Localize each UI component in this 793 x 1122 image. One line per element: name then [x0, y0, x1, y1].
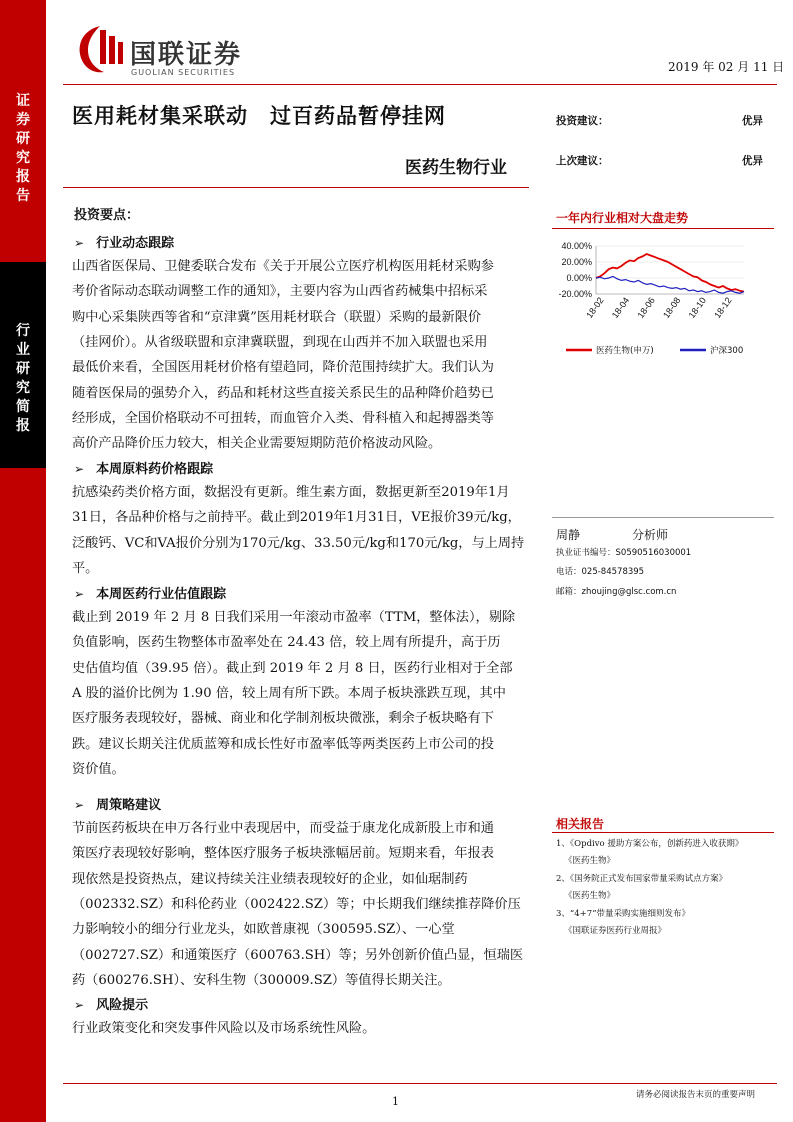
arrow-bullet-icon: ➢: [74, 587, 85, 601]
paragraph-line: 泛酸钙、VC和VA报价分别为170元/kg、33.50元/kg和170元/kg，与上周持: [72, 535, 525, 551]
report-title: 医用耗材集采联动 过百药品暂停挂网: [72, 103, 446, 128]
paragraph-line: 经形成，全国价格联动不可扭转，而血管介入类、骨科植入和起搏器类等: [72, 410, 494, 426]
chart-series-line-pharma: [596, 254, 744, 292]
disclaimer-note: 请务必阅读报告末页的重要声明: [636, 1090, 756, 1100]
related-report-source: 《医药生物》: [564, 856, 616, 866]
analyst-rule: [552, 517, 774, 518]
arrow-bullet-icon: ➢: [74, 462, 85, 476]
chart-legend-label: 医药生物(申万): [596, 346, 654, 356]
paragraph-line: 力影响较小的细分行业龙头，如欧普康视（300595.SZ）、一心堂: [72, 922, 455, 938]
title-rule: [63, 187, 529, 188]
section-heading-text: 本周原料药价格跟踪: [96, 462, 214, 477]
paragraph-line: 截止到 2019 年 2 月 8 日我们采用一年滚动市盈率（TTM，整体法），剔除: [72, 610, 516, 625]
chart-y-tick-label: 40.00%: [561, 241, 592, 251]
chart-y-tick-label: 0.00%: [566, 273, 592, 283]
section-heading: [74, 458, 213, 477]
paragraph-line: 行业政策变化和突发事件风险以及市场系统性风险。: [72, 1021, 376, 1036]
analyst-cert: 执业证书编号：S0590516030001: [556, 548, 692, 558]
paragraph-line: 随着医保局的强势介入，药品和耗材这些直接关系民生的品种降价趋势已: [72, 385, 494, 401]
section-heading-text: 本周医药行业估值跟踪: [96, 587, 227, 602]
chart-x-tick-label: 18-08: [661, 295, 683, 321]
footer-rule: [63, 1083, 777, 1084]
key-points-label: 投资要点：: [74, 208, 140, 223]
paragraph-line: 31日，各品种价格与之前持平。截止到2019年1月31日，VE报价39元/kg，: [72, 510, 521, 526]
paragraph-line: 现依然是投资热点，建议持续关注业绩表现较好的企业，如仙琚制药: [72, 871, 468, 887]
previous-advice-label: 上次建议：: [556, 155, 609, 167]
paragraph-line: 节前医药板块在申万各行业中表现居中，而受益于康龙化成新股上市和通: [72, 821, 494, 836]
paragraph-line: 购中心采集陕西等省和“京津冀”医用耗材联合（联盟）采购的最新限价: [72, 309, 482, 325]
paragraph-line: 平。: [72, 560, 99, 576]
section-heading: [74, 232, 174, 251]
section-heading-text: 行业动态跟踪: [96, 236, 175, 251]
paragraph-line: A 股的溢价比例为 1.90 倍，较上周有所下跌。本周子板块涨跌互现，其中: [72, 685, 506, 701]
arrow-bullet-icon: ➢: [74, 998, 85, 1012]
chart-x-tick-label: 18-04: [609, 295, 632, 321]
related-reports-heading: 相关报告: [556, 817, 605, 831]
paragraph-line: 负值影响，医药生物整体市盈率处在 24.43 倍，较上周有所提升，高于历: [72, 635, 501, 651]
chart-y-tick-label: 20.00%: [561, 257, 592, 267]
section-heading: [74, 994, 148, 1013]
paragraph-line: （002332.SZ）和科伦药业（002422.SZ）等；中长期我们继续推荐降价压: [72, 896, 521, 912]
guolian-logo-icon: [76, 22, 124, 76]
related-report-source: 《医药生物》: [564, 891, 616, 901]
paragraph-line: （挂网价）。从省级联盟和京津冀联盟，到现在山西并不加入联盟也采用: [72, 334, 488, 350]
invest-advice-label: 投资建议：: [556, 115, 609, 127]
report-date: 2019 年 02 月 11 日: [668, 60, 785, 74]
paragraph-line: 抗感染药类价格方面，数据没有更新。维生素方面，数据更新至2019年1月: [72, 485, 510, 500]
analyst-name: 周静: [556, 528, 581, 542]
chart-title-rule: [552, 228, 774, 229]
rail-label-industry-brief: 行 业 研 究 简 报: [16, 323, 30, 434]
paragraph-line: 山西省医保局、卫健委联合发布《关于开展公立医疗机构医用耗材采购参: [72, 259, 494, 274]
chart-x-tick-label: 18-02: [584, 295, 606, 321]
page-number: 1: [392, 1095, 399, 1108]
paragraph-line: 药（600276.SH）、安科生物（300009.SZ）等值得长期关注。: [72, 972, 451, 988]
chart-title: 一年内行业相对大盘走势: [556, 211, 689, 225]
paragraph-line: 最低价来看，全国医用耗材价格有望趋同，降价范围持续扩大。我们认为: [72, 360, 494, 376]
related-report-source: 《国联证券医药行业周报》: [564, 926, 667, 936]
relative-performance-chart: [548, 236, 776, 366]
chart-y-tick-label: -20.00%: [558, 289, 592, 299]
chart-x-tick-label: 18-12: [712, 295, 734, 321]
section-heading-text: 风险提示: [96, 998, 149, 1013]
section-heading: [74, 794, 161, 813]
industry-name: 医药生物行业: [405, 158, 507, 178]
invest-advice-value: 优异: [742, 115, 763, 127]
paragraph-line: 高价产品降价压力较大，相关企业需要短期防范价格波动风险。: [72, 436, 442, 452]
analyst-phone: 电话：025-84578395: [556, 567, 645, 577]
paragraph-line: （002727.SZ）和通策医疗（600763.SH）等；另外创新价值凸显，恒瑞医: [72, 947, 524, 963]
brand-name-en: GUOLIAN SECURITIES: [131, 68, 236, 77]
rail-label-securities-research: 证 券 研 究 报 告: [16, 93, 30, 204]
related-report-title[interactable]: 2、《国务院正式发布国家带量采购试点方案》: [556, 874, 728, 884]
arrow-bullet-icon: ➢: [74, 798, 85, 812]
paragraph-line: 史估值均值（39.95 倍）。截止到 2019 年 2 月 8 日，医药行业相对于全部: [72, 660, 513, 676]
chart-series-line-csi300: [596, 276, 744, 293]
previous-advice-value: 优异: [742, 155, 763, 167]
paragraph-line: 医疗服务表现较好，器械、商业和化学制剂板块微涨，剩余子板块略有下: [72, 711, 494, 727]
analyst-email[interactable]: 邮箱：zhoujing@glsc.com.cn: [556, 587, 677, 597]
chart-x-tick-label: 18-06: [635, 295, 657, 321]
paragraph-line: 考价省际动态联动调整工作的通知》，主要内容为山西省药械集中招标采: [72, 284, 488, 300]
header-rule: [63, 84, 777, 85]
brand-name: 国联证券: [130, 40, 243, 70]
arrow-bullet-icon: ➢: [74, 236, 85, 250]
section-heading: [74, 583, 226, 602]
analyst-role: 分析师: [632, 528, 669, 542]
paragraph-line: 跌。建议长期关注优质蓝筹和成长性好市盈率低等两类医药上市公司的投: [72, 736, 494, 752]
related-report-title[interactable]: 3、“4+7”带量采购实施细则发布》: [556, 909, 691, 919]
chart-x-tick-label: 18-10: [686, 295, 709, 321]
chart-legend-label: 沪深300: [710, 346, 744, 356]
paragraph-line: 策医疗表现较好影响，整体医疗服务子板块涨幅居前。短期来看，年报表: [72, 846, 494, 862]
section-heading-text: 周策略建议: [96, 798, 162, 813]
related-report-title[interactable]: 1、《Opdivo 援助方案公布，创新药进入收获期》: [556, 839, 744, 849]
paragraph-line: 资价值。: [72, 761, 125, 777]
related-reports-rule: [552, 832, 774, 833]
